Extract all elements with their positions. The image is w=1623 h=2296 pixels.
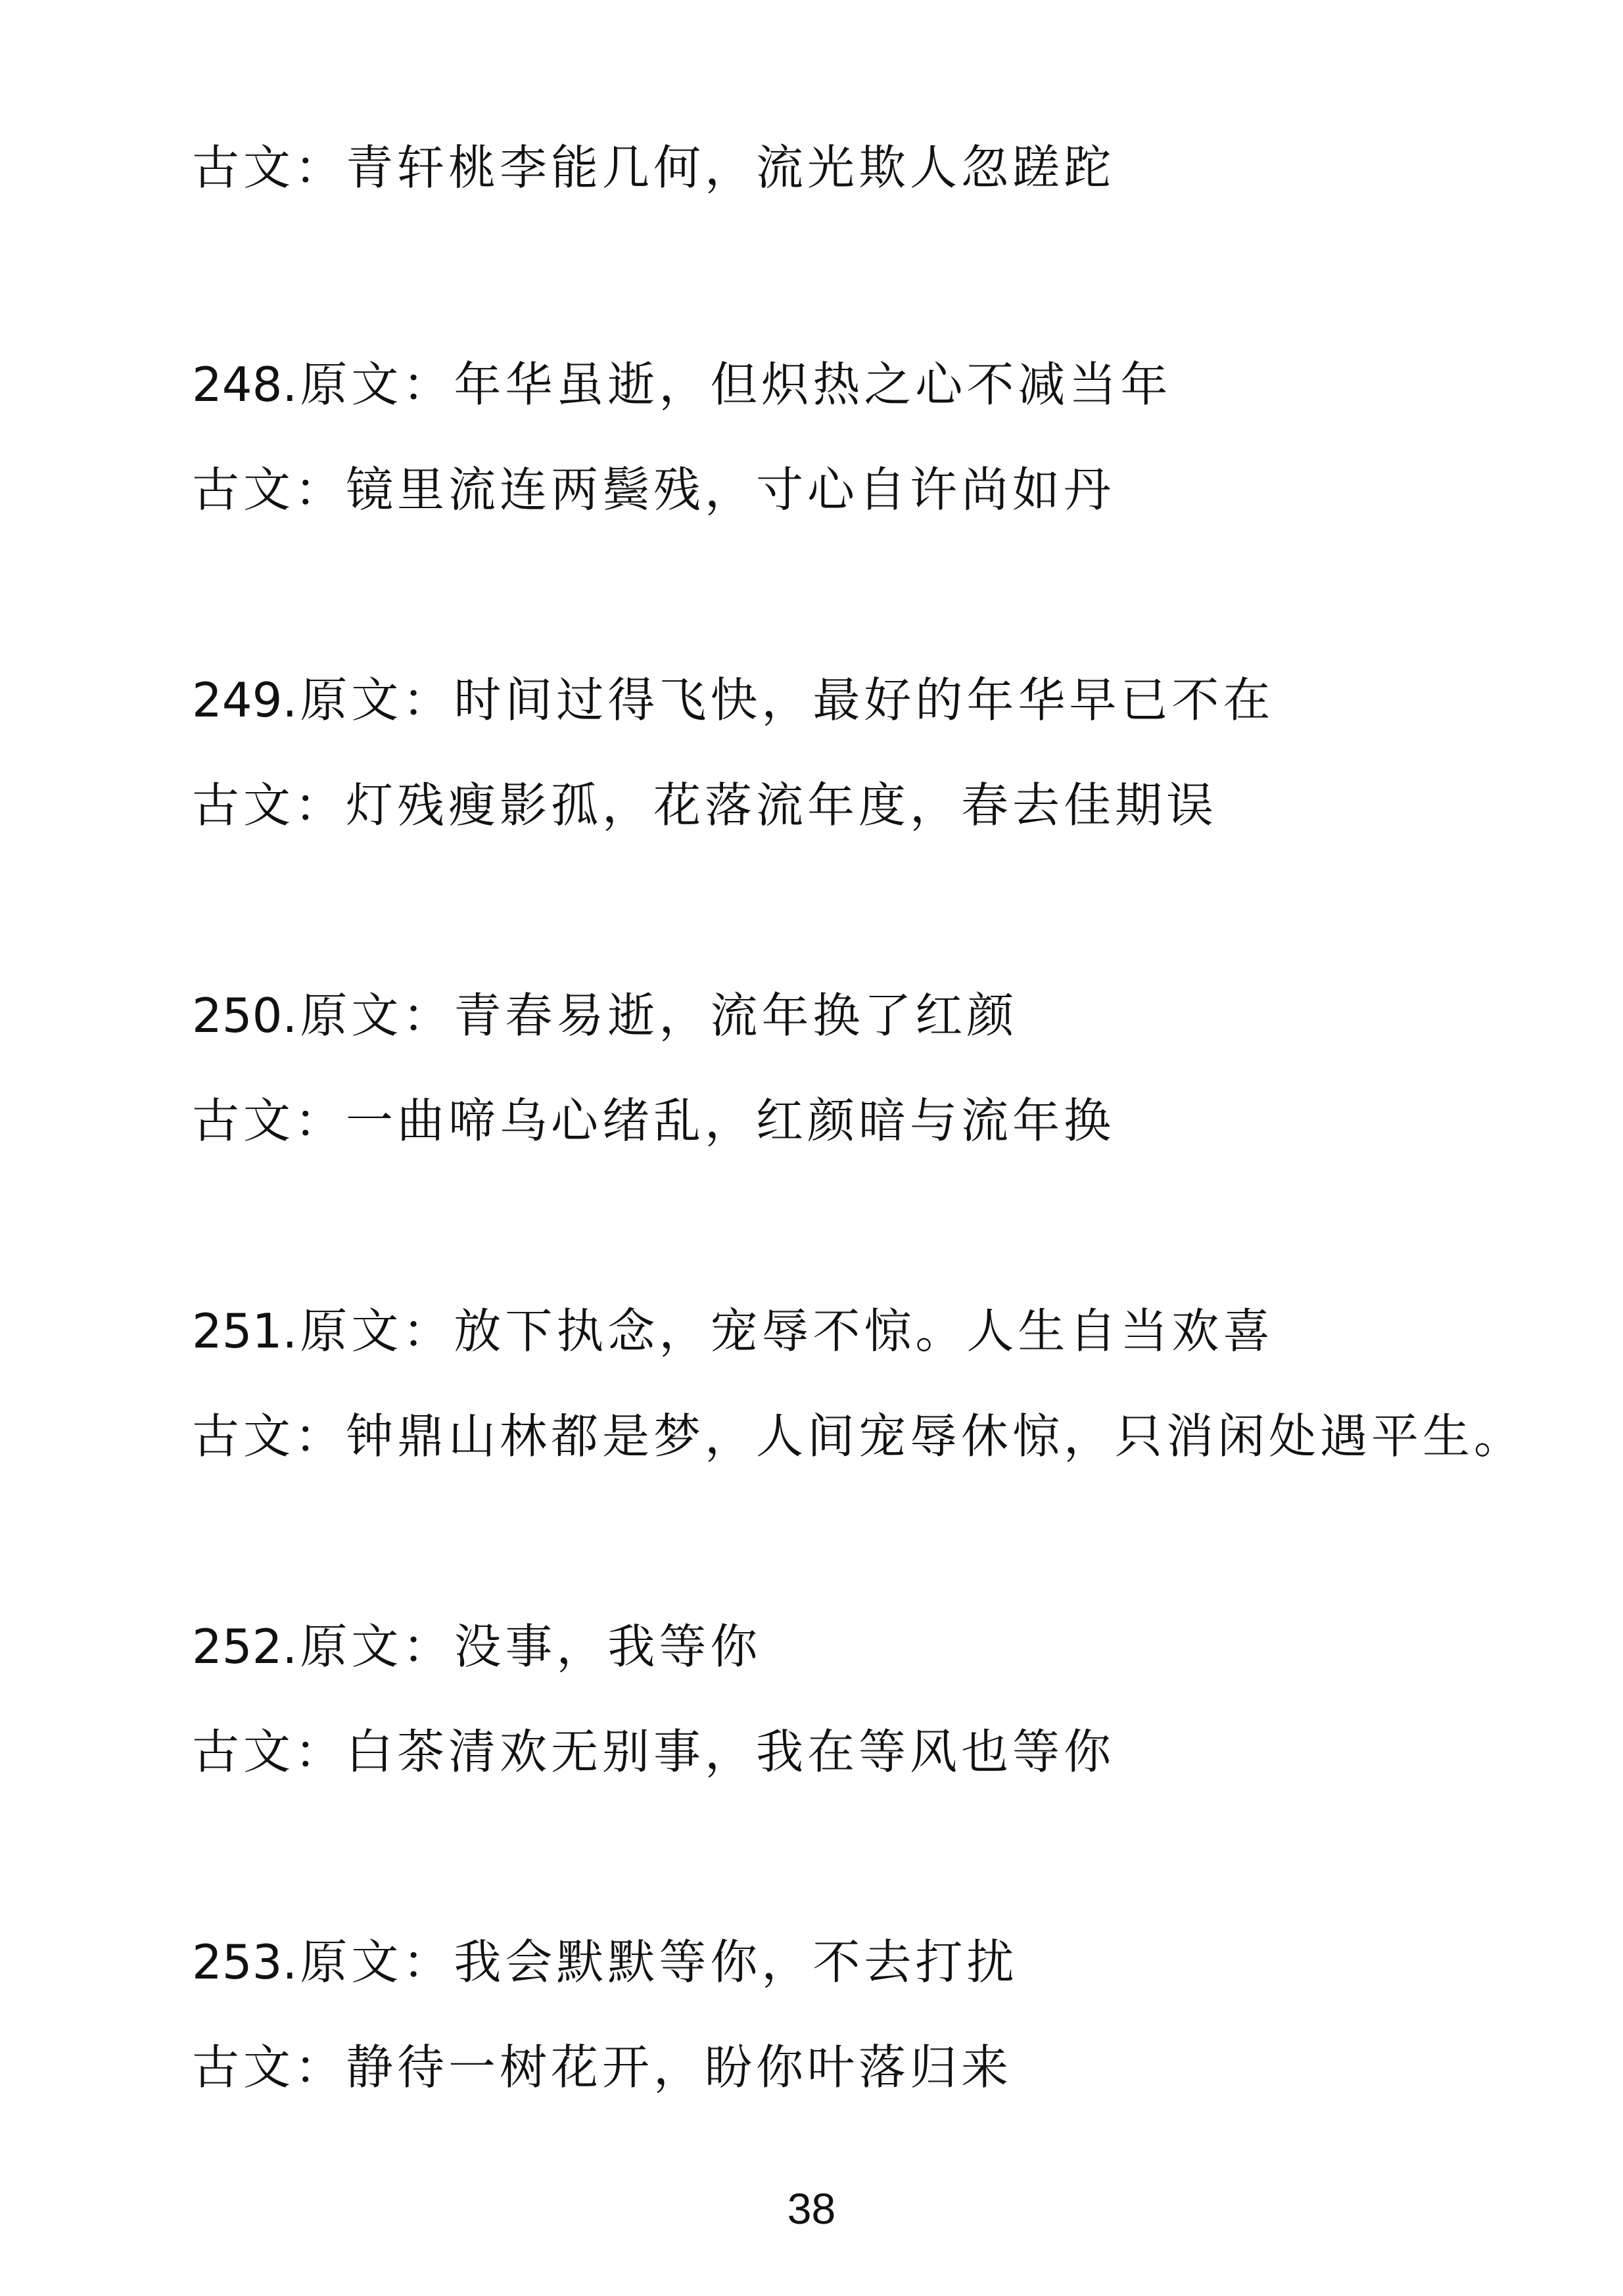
page-number: 38 — [787, 2184, 836, 2233]
classical-label: 古文： — [192, 1093, 346, 1148]
original-line-248 — [192, 355, 1171, 414]
original-text: 没事，我等你 — [454, 1619, 762, 1674]
original-label: 原文： — [300, 672, 454, 728]
entry-number: 250. — [192, 988, 298, 1043]
classical-text: 白茶清欢无别事，我在等风也等你 — [346, 1724, 1116, 1779]
original-label: 原文： — [300, 1934, 454, 1990]
classical-label: 古文： — [192, 140, 346, 195]
original-line-249 — [192, 670, 1274, 730]
original-line-250 — [192, 986, 1018, 1045]
original-text: 放下执念，宠辱不惊。人生自当欢喜 — [454, 1303, 1275, 1359]
original-label: 原文： — [300, 1619, 454, 1674]
classical-line-252 — [192, 1722, 1115, 1781]
classical-label: 古文： — [192, 1409, 346, 1464]
entry-number: 248. — [192, 357, 298, 412]
classical-label: 古文： — [192, 778, 346, 833]
original-line-252 — [192, 1617, 761, 1676]
entry-number: 252. — [192, 1619, 298, 1674]
classical-label: 古文： — [192, 2040, 346, 2095]
original-text: 我会默默等你，不去打扰 — [454, 1934, 1018, 1990]
original-line-253 — [192, 1933, 1018, 1992]
entry-number: 251. — [192, 1303, 298, 1359]
classical-line-247 — [192, 138, 1115, 197]
original-label: 原文： — [300, 357, 454, 412]
original-text: 时间过得飞快，最好的年华早已不在 — [454, 672, 1275, 728]
original-text: 年华虽逝，但炽热之心不减当年 — [454, 357, 1172, 412]
classical-text: 灯残瘦影孤，花落流年度，春去佳期误 — [346, 778, 1218, 833]
classical-text: 镜里流连两鬓残，寸心自许尚如丹 — [346, 462, 1116, 517]
classical-line-250 — [192, 1091, 1115, 1150]
original-line-251 — [192, 1301, 1274, 1361]
entry-number: 253. — [192, 1934, 298, 1990]
classical-line-253 — [192, 2038, 1012, 2097]
classical-text: 静待一树花开，盼你叶落归来 — [346, 2040, 1013, 2095]
classical-label: 古文： — [192, 462, 346, 517]
classical-line-249 — [192, 776, 1217, 835]
classical-line-248 — [192, 460, 1115, 519]
original-label: 原文： — [300, 988, 454, 1043]
classical-text: 青轩桃李能几何，流光欺人忽蹉跎 — [346, 140, 1116, 195]
original-label: 原文： — [300, 1303, 454, 1359]
classical-line-251 — [192, 1407, 1525, 1466]
classical-label: 古文： — [192, 1724, 346, 1779]
classical-text: 一曲啼乌心绪乱，红颜暗与流年换 — [346, 1093, 1116, 1148]
classical-text: 钟鼎山林都是梦，人间宠辱休惊，只消闲处遇平生。 — [346, 1409, 1526, 1464]
original-text: 青春易逝，流年换了红颜 — [454, 988, 1018, 1043]
entry-number: 249. — [192, 672, 298, 728]
